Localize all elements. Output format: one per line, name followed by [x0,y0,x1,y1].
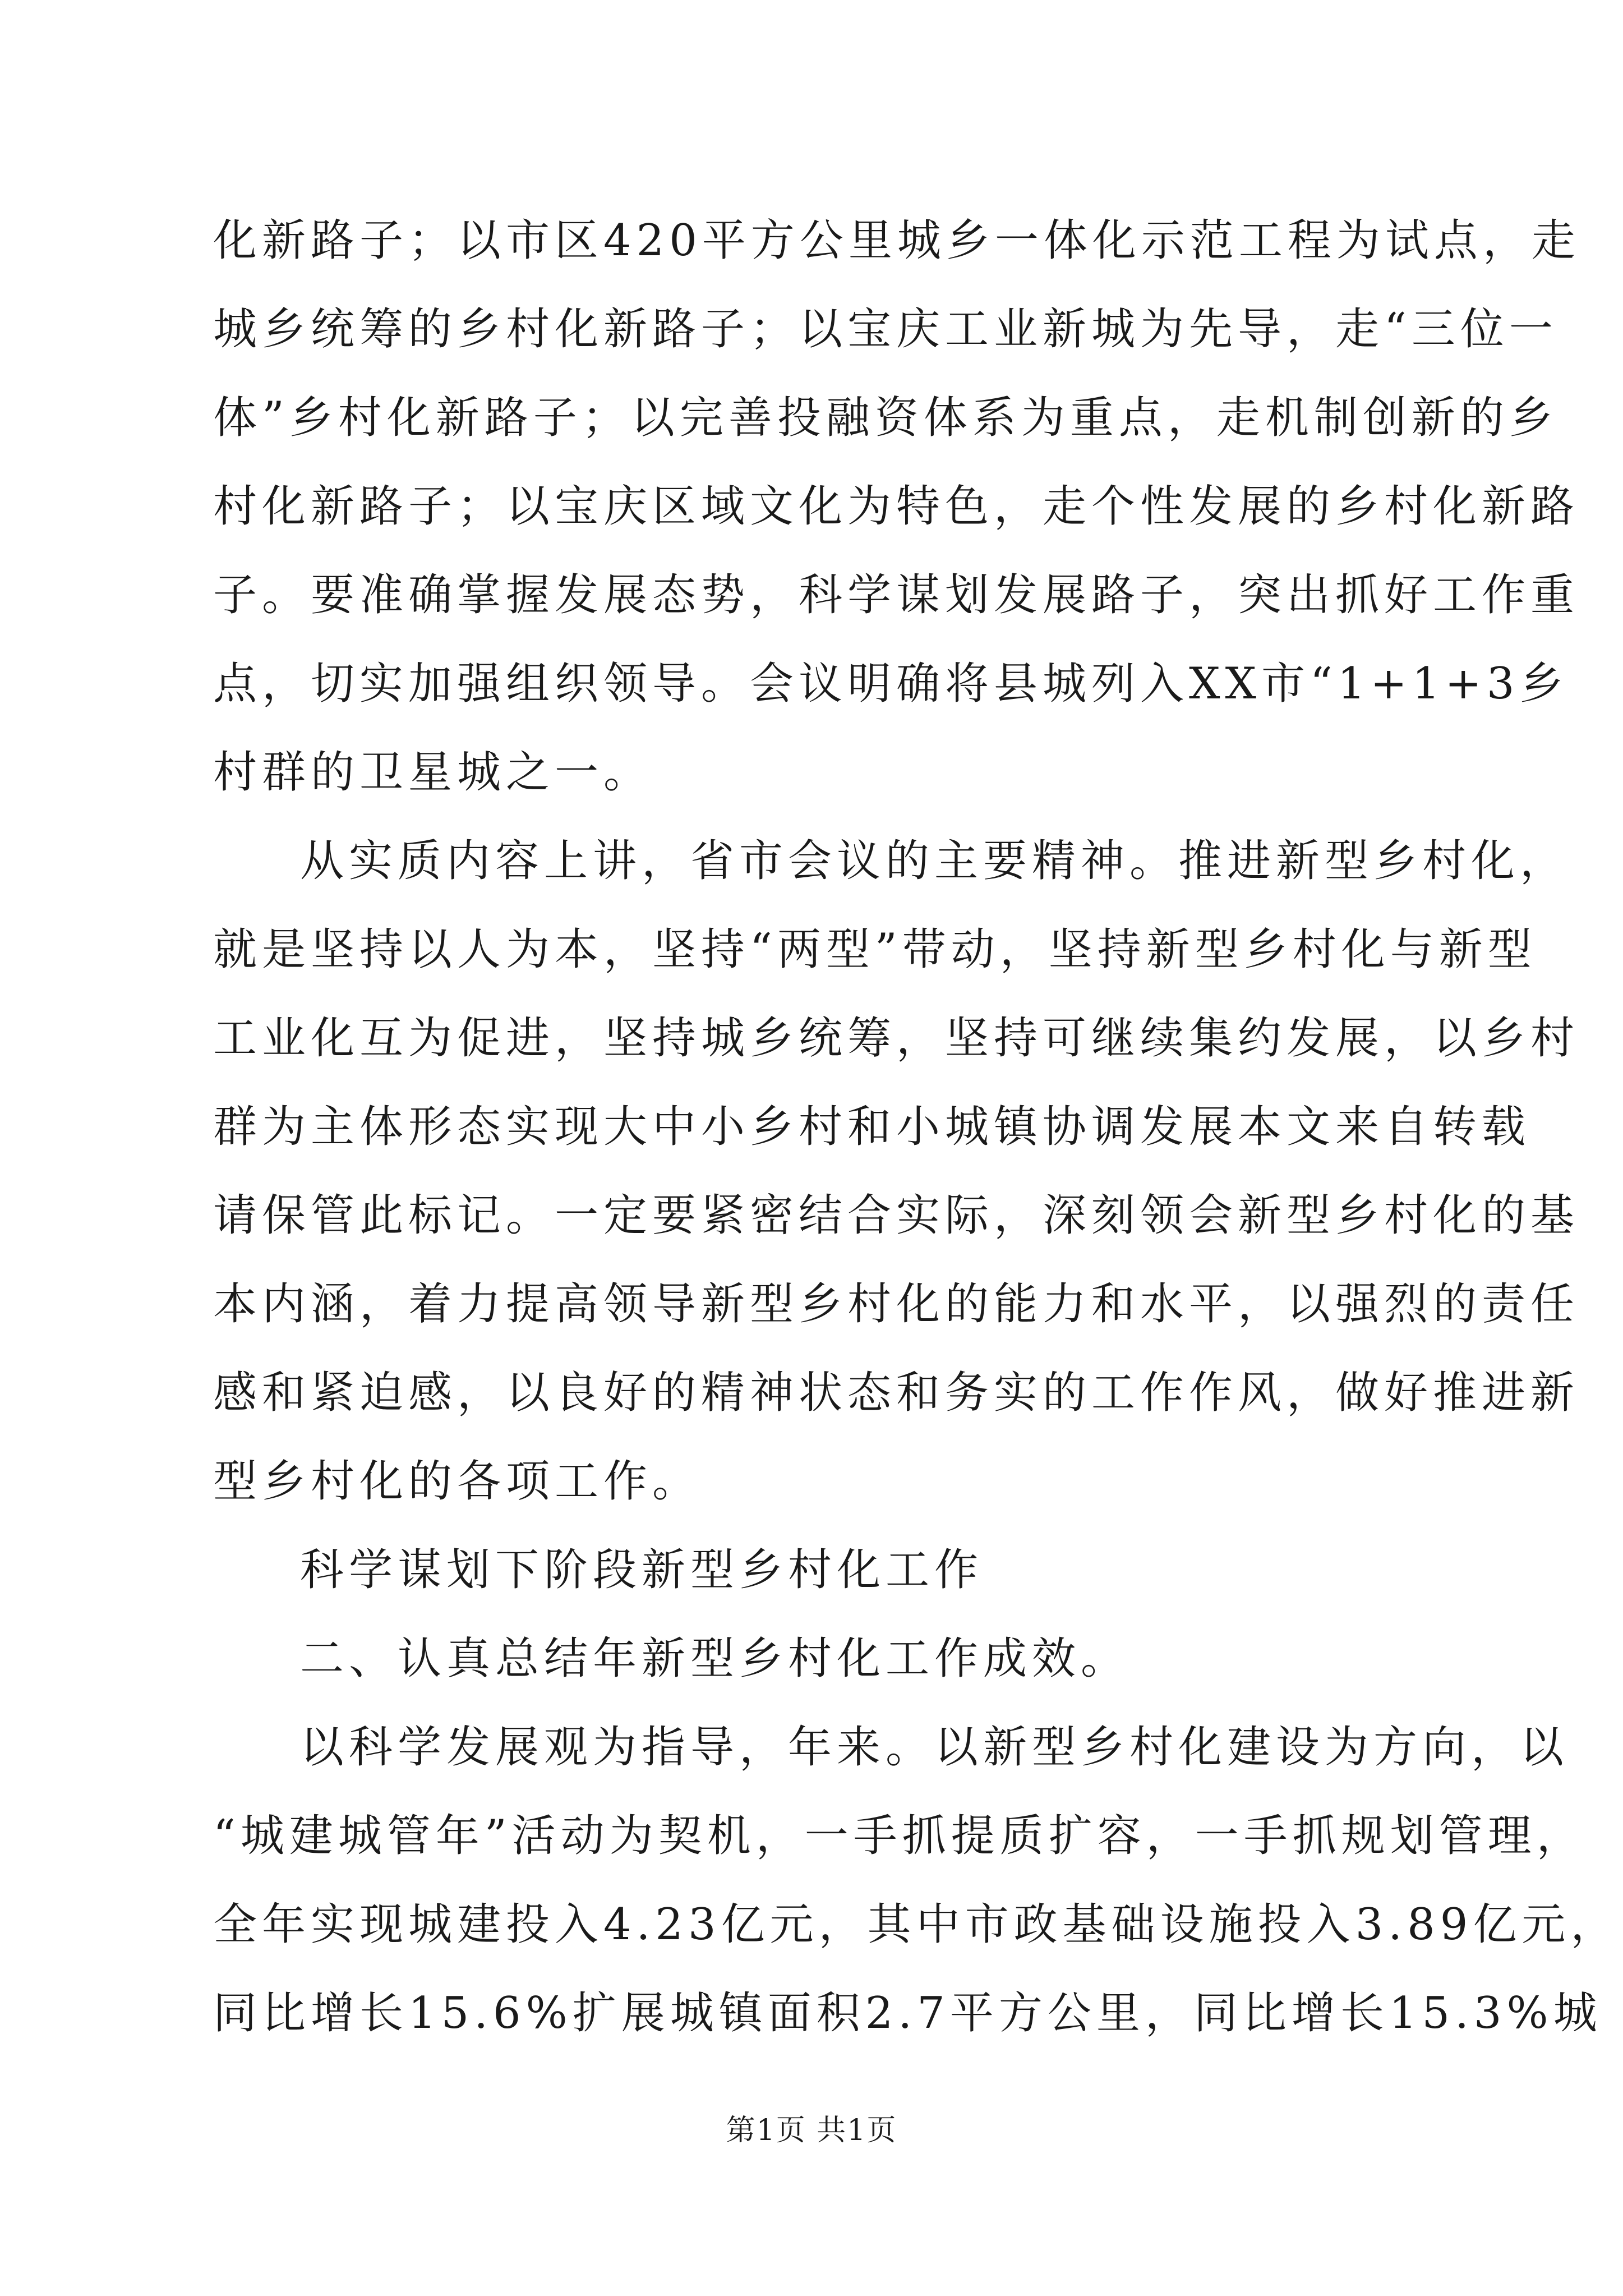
body-line-1: 化新路子；以市区420平方公里城乡一体化示范工程为试点，走 [213,215,1580,266]
body-line-6: 点，切实加强组织领导。会议明确将县城列入XX市“1+1+3乡 [213,659,1569,709]
body-line-13: 本内涵，着力提高领导新型乡村化的能力和水平，以强烈的责任 [213,1279,1580,1329]
paragraph-start-line: 从实质内容上讲，省市会议的主要精神。推进新型乡村化， [300,836,1569,886]
body-line-4: 村化新路子；以宝庆区域文化为特色，走个性发展的乡村化新路 [213,481,1580,532]
body-line-20: 全年实现城建投入4.23亿元，其中市政基础设施投入3.89亿元， [213,1899,1620,1950]
body-line-2: 城乡统筹的乡村化新路子；以宝庆工业新城为先导，走“三位一 [213,304,1558,355]
body-line-15: 型乡村化的各项工作。 [213,1456,702,1507]
page-footer: 第1页 共1页 [726,2114,897,2147]
section-subheading: 二、认真总结年新型乡村化工作成效。 [300,1634,1130,1684]
body-line-10: 工业化互为促进，坚持城乡统筹，坚持可继续集约发展，以乡村 [213,1013,1580,1064]
body-line-14: 感和紧迫感，以良好的精神状态和务实的工作作风，做好推进新 [213,1368,1580,1418]
body-line-5: 子。要准确掌握发展态势，科学谋划发展路子，突出抓好工作重 [213,570,1580,620]
section-heading: 科学谋划下阶段新型乡村化工作 [300,1545,984,1595]
body-line-9: 就是坚持以人为本，坚持“两型”带动，坚持新型乡村化与新型 [213,924,1537,975]
body-line-3: 体”乡村化新路子；以完善投融资体系为重点，走机制创新的乡 [213,393,1558,443]
paragraph-start-line-2: 以科学发展观为指导，年来。以新型乡村化建设为方向，以 [300,1722,1569,1773]
body-line-12: 请保管此标记。一定要紧密结合实际，深刻领会新型乡村化的基 [213,1190,1580,1241]
body-line-21: 同比增长15.6%扩展城镇面积2.7平方公里，同比增长15.3%城 [213,1988,1602,2039]
body-line-7: 村群的卫星城之一。 [213,747,653,798]
body-line-11: 群为主体形态实现大中小乡村和小城镇协调发展本文来自转载 [213,1102,1531,1152]
body-line-19: “城建城管年”活动为契机，一手抓提质扩容，一手抓规划管理， [213,1811,1585,1861]
